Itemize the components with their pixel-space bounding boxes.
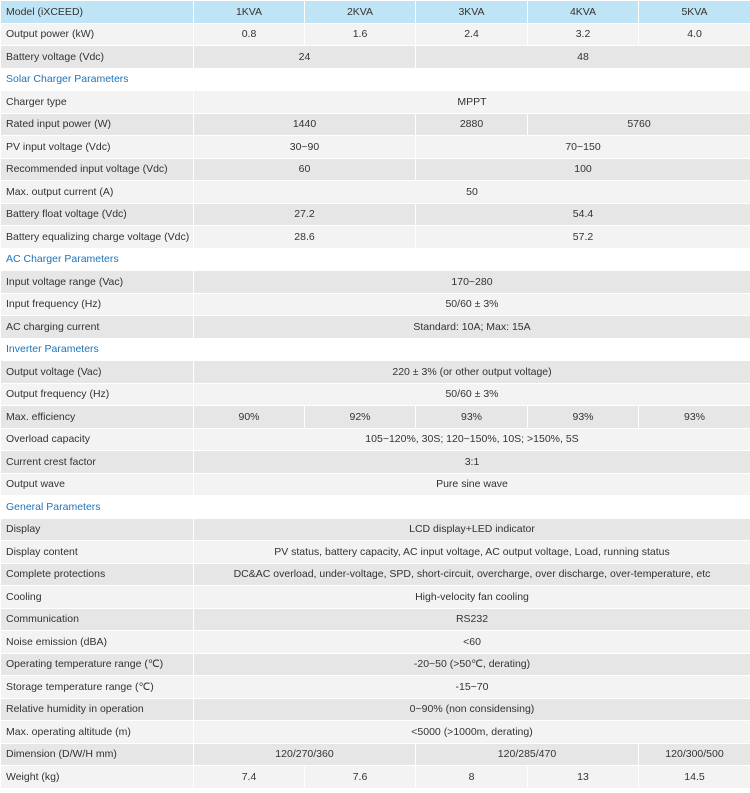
max-efficiency-label: Max. efficiency [1,406,194,429]
table-row [1,383,750,406]
rated-input-power-1: 1440 [194,113,416,136]
table-row [1,563,750,586]
input-frequency-value: 50/60 ± 3% [194,293,750,316]
solar-section-title: Solar Charger Parameters [1,68,750,91]
charger-type-value: MPPT [194,91,750,114]
max-output-current-label: Max. output current (A) [1,181,194,204]
crest-factor-label: Current crest factor [1,451,194,474]
table-row [1,406,750,429]
model-label: Model (iXCEED) [1,1,194,24]
overload-capacity-value: 105~120%, 30S; 120~150%, 10S; >150%, 5S [194,428,750,451]
input-frequency-label: Input frequency (Hz) [1,293,194,316]
weight-1kva: 7.4 [194,766,305,789]
protections-value: DC&AC overload, under-voltage, SPD, short-circuit, overcharge, over discharge, over-temperature, etc [194,563,750,586]
section-heading-row [1,248,750,271]
max-efficiency-4kva: 93% [528,406,639,429]
weight-5kva: 14.5 [639,766,750,789]
dimension-label: Dimension (D/W/H mm) [1,743,194,766]
communication-value: RS232 [194,608,750,631]
table-row [1,698,750,721]
output-power-2kva: 1.6 [305,23,416,46]
table-row [1,226,750,249]
general-section-title: General Parameters [1,496,750,519]
display-content-value: PV status, battery capacity, AC input voltage, AC output voltage, Load, running status [194,541,750,564]
output-voltage-value: 220 ± 3% (or other output voltage) [194,361,750,384]
recommended-input-voltage-high: 100 [416,158,750,181]
table-row [1,23,750,46]
max-output-current-value: 50 [194,181,750,204]
pv-input-voltage-low: 30~90 [194,136,416,159]
header-row [1,1,750,24]
section-heading-row [1,68,750,91]
display-label: Display [1,518,194,541]
max-efficiency-1kva: 90% [194,406,305,429]
section-heading-row [1,496,750,519]
model-2kva: 2KVA [305,1,416,24]
table-row [1,203,750,226]
battery-voltage-low: 24 [194,46,416,69]
table-row [1,721,750,744]
table-row [1,316,750,339]
operating-temp-value: -20~50 (>50℃, derating) [194,653,750,676]
humidity-value: 0~90% (non considensing) [194,698,750,721]
max-efficiency-3kva: 93% [416,406,528,429]
noise-value: <60 [194,631,750,654]
ac-charger-section-title: AC Charger Parameters [1,248,750,271]
output-power-4kva: 3.2 [528,23,639,46]
battery-equalizing-voltage-high: 57.2 [416,226,750,249]
rated-input-power-3: 5760 [528,113,750,136]
operating-temp-label: Operating temperature range (℃) [1,653,194,676]
output-voltage-label: Output voltage (Vac) [1,361,194,384]
dimension-3: 120/300/500 [639,743,750,766]
output-wave-label: Output wave [1,473,194,496]
max-efficiency-2kva: 92% [305,406,416,429]
model-4kva: 4KVA [528,1,639,24]
ac-charging-current-label: AC charging current [1,316,194,339]
weight-4kva: 13 [528,766,639,789]
dimension-2: 120/285/470 [416,743,639,766]
charger-type-label: Charger type [1,91,194,114]
output-power-3kva: 2.4 [416,23,528,46]
overload-capacity-label: Overload capacity [1,428,194,451]
weight-2kva: 7.6 [305,766,416,789]
inverter-section-title: Inverter Parameters [1,338,750,361]
table-row [1,766,750,789]
output-wave-value: Pure sine wave [194,473,750,496]
battery-float-voltage-label: Battery float voltage (Vdc) [1,203,194,226]
input-voltage-range-value: 170~280 [194,271,750,294]
battery-float-voltage-low: 27.2 [194,203,416,226]
battery-equalizing-voltage-label: Battery equalizing charge voltage (Vdc) [1,226,194,249]
battery-voltage-label: Battery voltage (Vdc) [1,46,194,69]
table-row [1,158,750,181]
table-row [1,271,750,294]
communication-label: Communication [1,608,194,631]
output-power-1kva: 0.8 [194,23,305,46]
display-content-label: Display content [1,541,194,564]
noise-label: Noise emission (dBA) [1,631,194,654]
weight-3kva: 8 [416,766,528,789]
table-row [1,541,750,564]
table-row [1,136,750,159]
cooling-label: Cooling [1,586,194,609]
pv-input-voltage-label: PV input voltage (Vdc) [1,136,194,159]
table-row [1,608,750,631]
table-row [1,46,750,69]
table-row [1,293,750,316]
model-3kva: 3KVA [416,1,528,24]
altitude-value: <5000 (>1000m, derating) [194,721,750,744]
storage-temp-label: Storage temperature range (℃) [1,676,194,699]
max-efficiency-5kva: 93% [639,406,750,429]
cooling-value: High-velocity fan cooling [194,586,750,609]
table-row [1,91,750,114]
table-row [1,518,750,541]
recommended-input-voltage-label: Recommended input voltage (Vdc) [1,158,194,181]
humidity-label: Relative humidity in operation [1,698,194,721]
table-row [1,451,750,474]
table-row [1,473,750,496]
table-row [1,586,750,609]
protections-label: Complete protections [1,563,194,586]
table-row [1,428,750,451]
model-1kva: 1KVA [194,1,305,24]
weight-label: Weight (kg) [1,766,194,789]
table-row [1,631,750,654]
battery-float-voltage-high: 54.4 [416,203,750,226]
table-row [1,743,750,766]
dimension-1: 120/270/360 [194,743,416,766]
table-row [1,361,750,384]
battery-equalizing-voltage-low: 28.6 [194,226,416,249]
output-power-label: Output power (kW) [1,23,194,46]
pv-input-voltage-high: 70~150 [416,136,750,159]
recommended-input-voltage-low: 60 [194,158,416,181]
crest-factor-value: 3:1 [194,451,750,474]
table-row [1,653,750,676]
output-frequency-label: Output frequency (Hz) [1,383,194,406]
input-voltage-range-label: Input voltage range (Vac) [1,271,194,294]
rated-input-power-2: 2880 [416,113,528,136]
rated-input-power-label: Rated input power (W) [1,113,194,136]
table-row [1,676,750,699]
table-row [1,113,750,136]
output-power-5kva: 4.0 [639,23,750,46]
display-value: LCD display+LED indicator [194,518,750,541]
ac-charging-current-value: Standard: 10A; Max: 15A [194,316,750,339]
battery-voltage-high: 48 [416,46,750,69]
section-heading-row [1,338,750,361]
model-5kva: 5KVA [639,1,750,24]
altitude-label: Max. operating altitude (m) [1,721,194,744]
output-frequency-value: 50/60 ± 3% [194,383,750,406]
table-row [1,181,750,204]
storage-temp-value: -15~70 [194,676,750,699]
